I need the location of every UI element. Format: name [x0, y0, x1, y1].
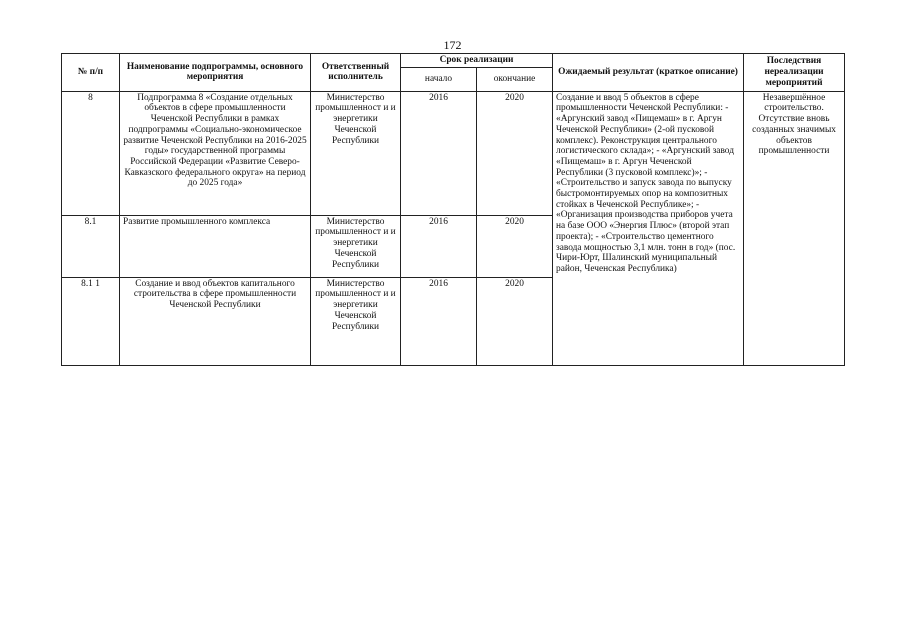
row-name: Создание и ввод объектов капитального строительства в сфере промышленности Чеченской Республики	[120, 277, 311, 365]
header-consequences: Последствия нереализации мероприятий	[744, 54, 845, 92]
expected-result: Создание и ввод 5 объектов в сфере промышленности Чеченской Республики: - «Аргунский завод «Пищемаш» в г. Аргун Чеченской Республики» (2-ой пусковой комплекс). Реконструкция центрального логистического склада»; - «Аргунский завод «Пищемаш» в г. Аргун Чеченской Республики (3 пусковой комплекс)»; - «Строительство и запуск завода по выпуску быстромонтируемых опор на композитных стойках в Чеченской Республике»; - «Организация производства приборов учета на базе ООО «Энергия Плюс» (второй этап проекта); - «Строительство цементного завода мощностью 3,1 млн. тонн в год» (пос. Чири-Юрт, Шалинский муниципальный район, Чеченская Республика)	[553, 91, 744, 365]
row-responsible: Министерство промышленност и и энергетики Чеченской Республики	[311, 91, 401, 215]
row-num: 8	[62, 91, 120, 215]
row-start: 2016	[401, 277, 477, 365]
row-name: Подпрограмма 8 «Создание отдельных объектов в сфере промышленности Чеченской Республики в рамках подпрограммы «Социально-экономическое развитие Чеченской Республики на 2016-2025 годы» государственной программы Российской Федерации «Развитие Северо-Кавказского федерального округа» на период до 2025 года»	[120, 91, 311, 215]
table-row	[62, 91, 845, 215]
header-name: Наименование подпрограммы, основного мероприятия	[120, 54, 311, 92]
program-table	[61, 53, 845, 366]
header-num: № п/п	[62, 54, 120, 92]
row-responsible: Министерство промышленност и и энергетики Чеченской Республики	[311, 215, 401, 277]
page-number: 172	[443, 38, 462, 52]
row-end: 2020	[477, 215, 553, 277]
row-end: 2020	[477, 91, 553, 215]
row-num: 8.1 1	[62, 277, 120, 365]
consequences: Незавершённое строительство. Отсутствие вновь созданных значимых объектов промышленности	[744, 91, 845, 365]
row-num: 8.1	[62, 215, 120, 277]
row-name: Развитие промышленного комплекса	[120, 215, 311, 277]
row-responsible: Министерство промышленност и и энергетики Чеченской Республики	[311, 277, 401, 365]
header-term: Срок реализации	[401, 54, 553, 68]
row-end: 2020	[477, 277, 553, 365]
header-responsible: Ответственный исполнитель	[311, 54, 401, 92]
header-start: начало	[401, 67, 477, 91]
header-result: Ожидаемый результат (краткое описание)	[553, 54, 744, 92]
header-end: окончание	[477, 67, 553, 91]
row-start: 2016	[401, 91, 477, 215]
row-start: 2016	[401, 215, 477, 277]
